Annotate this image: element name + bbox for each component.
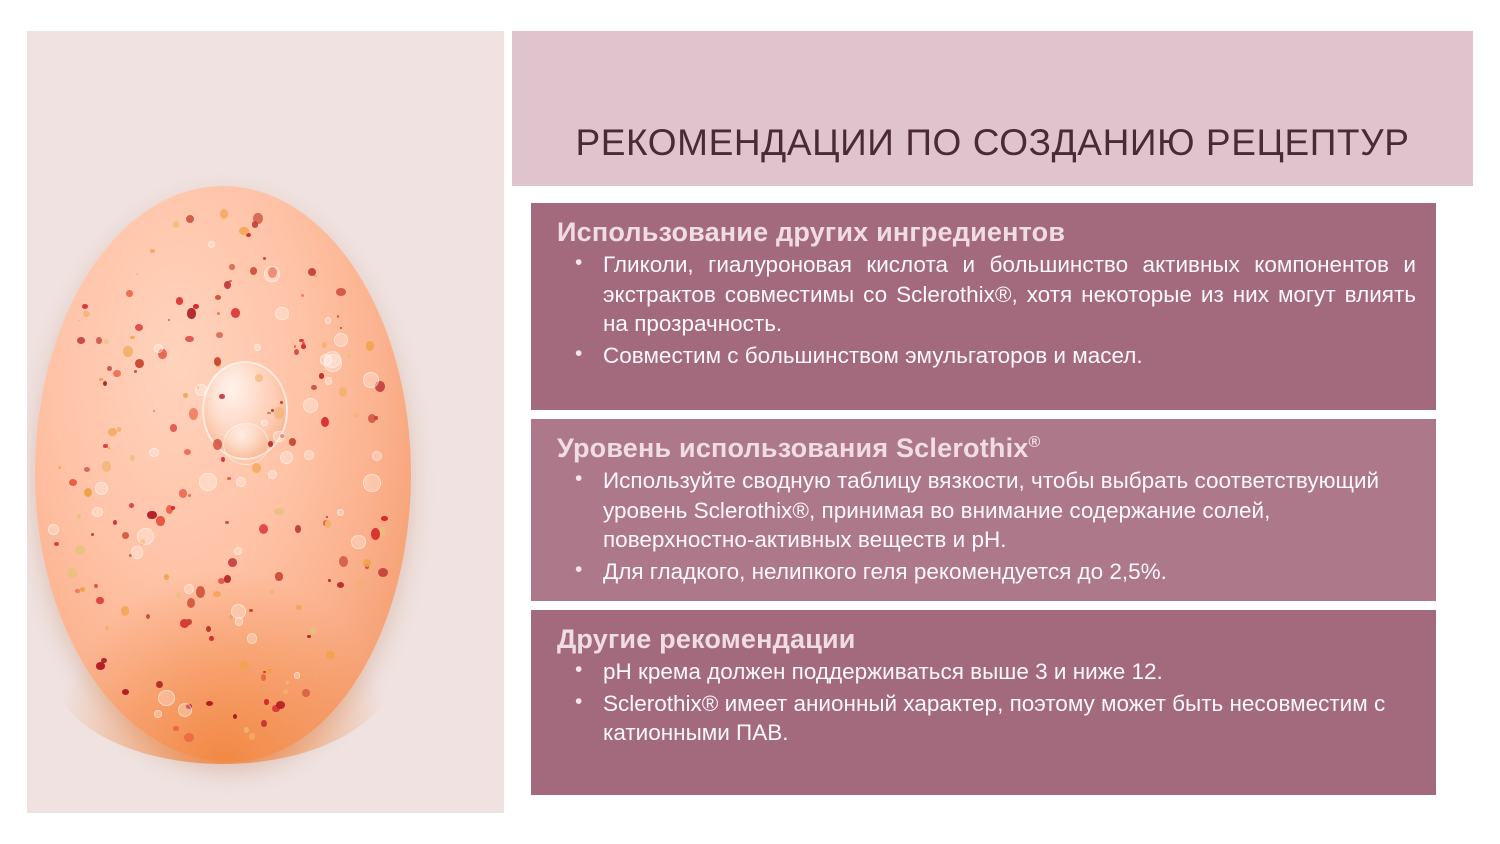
gel-microbubble — [351, 535, 365, 549]
gel-speck — [187, 308, 195, 318]
gel-speck — [121, 606, 129, 616]
gel-speck — [75, 589, 79, 594]
gel-microbubble — [247, 633, 257, 643]
gel-speck — [187, 598, 195, 608]
registered-mark: ® — [1028, 434, 1041, 451]
gel-speck — [183, 393, 188, 398]
gel-speck — [69, 479, 77, 486]
gel-speck — [321, 417, 329, 427]
gel-speck — [185, 336, 194, 343]
gel-speck — [340, 327, 342, 329]
section-bullet-list — [557, 466, 1416, 587]
gel-speck — [117, 427, 122, 431]
gel-speck — [206, 701, 213, 706]
section-bullet-list — [557, 250, 1416, 371]
gel-speck — [96, 337, 102, 344]
section-card-other-recommendations — [531, 610, 1436, 795]
gel-microbubble — [372, 451, 382, 461]
gel-speck — [150, 249, 155, 253]
gel-microbubble — [268, 470, 277, 479]
gel-speck — [253, 213, 263, 224]
gel-speck — [170, 424, 177, 431]
gel-speck — [283, 689, 287, 694]
list-item: • Для гладкого, нелипкого геля рекомендуется до 2,5%. — [557, 557, 1416, 587]
gel-speck — [113, 370, 121, 377]
gel-speck — [252, 463, 262, 473]
gel-speck — [173, 221, 179, 228]
gel-speck — [225, 521, 229, 524]
gel-microbubble — [261, 420, 267, 426]
gel-speck — [267, 412, 271, 415]
gel-speck — [381, 516, 387, 521]
gel-speck — [259, 524, 268, 534]
gel-speck — [264, 699, 268, 704]
gel-speck — [378, 568, 388, 577]
gel-speck — [67, 568, 77, 579]
section-bullet-list — [557, 657, 1416, 748]
gel-speck — [135, 359, 144, 368]
gel-speck — [213, 439, 222, 450]
gel-speck — [186, 215, 194, 223]
gel-speck — [213, 591, 221, 597]
gel-microbubble — [325, 377, 333, 385]
gel-speck — [82, 304, 88, 309]
gel-microbubble — [254, 344, 261, 351]
gel-microbubble — [294, 672, 300, 678]
gel-speck — [206, 626, 211, 632]
gel-speck — [94, 584, 98, 588]
gel-speck — [255, 374, 263, 381]
gel-speck — [77, 337, 85, 344]
list-item: • Sclerothix® имеет анионный характер, поэтому может быть несовместим с катионными ПАВ. — [557, 689, 1416, 748]
gel-speck — [354, 413, 359, 417]
section-heading-label: Уровень использования Sclerothix — [557, 433, 1029, 463]
gel-speck — [179, 489, 187, 497]
gel-speck — [108, 428, 117, 436]
gel-speck — [239, 227, 249, 234]
gel-microbubble — [363, 474, 381, 492]
section-card-usage-level — [531, 419, 1436, 601]
gel-speck — [244, 727, 249, 733]
gel-speck — [276, 701, 285, 709]
gel-speck — [301, 344, 306, 348]
gel-speck — [126, 290, 132, 297]
gel-speck — [156, 516, 164, 525]
gel-speck — [189, 408, 198, 419]
gel-speck — [296, 605, 302, 610]
gel-microbubble — [199, 473, 216, 490]
gel-speck — [84, 467, 90, 472]
gel-speck — [96, 597, 104, 605]
gel-microbubble — [184, 584, 194, 594]
gel-speck — [302, 689, 309, 697]
gel-speck — [176, 297, 184, 305]
gel-microbubble — [195, 384, 207, 396]
gel-speck — [357, 580, 363, 586]
gel-microbubble — [264, 266, 279, 281]
gel-speck — [99, 378, 103, 381]
gel-speck — [218, 578, 225, 584]
gel-speck — [216, 332, 223, 337]
gel-speck — [75, 545, 84, 556]
gel-speck — [219, 394, 224, 400]
gel-microbubble — [363, 372, 378, 387]
list-item: • Совместим с большинством эмульгаторов и масел. — [557, 341, 1416, 371]
gel-speck — [302, 342, 305, 344]
gel-speck — [233, 714, 237, 719]
gel-speck — [374, 416, 377, 420]
gel-speck — [261, 674, 267, 681]
gel-speck — [103, 339, 108, 344]
gel-speck — [186, 619, 192, 625]
gel-speck — [301, 294, 304, 297]
gel-speck — [129, 503, 134, 508]
gel-blob-shape — [35, 186, 411, 762]
gel-speck — [270, 590, 274, 594]
list-item: • Используйте сводную таблицу вязкости, чтобы выбрать соответствующий уровень Sclerothix®, принимая во внимание содержание солей, поверхностно-активных веществ и pH. — [557, 466, 1416, 555]
gel-speck — [54, 542, 59, 546]
gel-microbubble — [273, 431, 285, 443]
list-item: • pH крема должен поддерживаться выше 3 и ниже 12. — [557, 657, 1416, 687]
gel-microbubble — [325, 317, 331, 323]
gel-microbubble — [154, 710, 162, 718]
gel-speck — [156, 681, 163, 688]
gel-speck — [266, 669, 272, 674]
gel-speck — [147, 511, 156, 519]
gel-microbubble — [137, 528, 154, 545]
gel-microbubble — [280, 451, 293, 464]
gel-microbubble — [149, 448, 158, 457]
gel-speck — [58, 466, 61, 469]
gel-microbubble — [275, 307, 289, 321]
gel-microbubble — [154, 344, 163, 353]
gel-speck — [274, 407, 284, 419]
gel-speck — [231, 308, 240, 318]
gel-microbubble — [95, 482, 108, 495]
gel-speck — [326, 651, 335, 658]
gel-speck — [268, 441, 273, 446]
gel-speck — [347, 353, 351, 358]
section-card-ingredients — [531, 203, 1436, 410]
title-band — [512, 31, 1473, 186]
gel-speck — [146, 614, 150, 619]
section-heading — [557, 433, 1416, 464]
section-heading: Использование других ингредиентов — [557, 217, 1066, 247]
gel-drop-photo — [27, 31, 504, 813]
gel-speck — [325, 520, 331, 528]
gel-microbubble — [236, 477, 246, 487]
gel-speck — [289, 438, 296, 446]
bubble-small-icon — [223, 423, 269, 465]
gel-microbubble — [158, 690, 174, 706]
gel-microbubble — [235, 617, 244, 626]
page-title: РЕКОМЕНДАЦИИ ПО СОЗДАНИЮ РЕЦЕПТУР — [575, 122, 1410, 164]
gel-speck — [102, 461, 112, 472]
gel-speck — [239, 661, 249, 671]
section-heading: Другие рекомендации — [557, 624, 856, 654]
gel-speck — [91, 533, 94, 536]
gel-speck — [184, 449, 191, 455]
list-item: • Гликоли, гиалуроновая кислота и большинство активных компонентов и экстрактов совместимы со Sclerothix®, хотя некоторые из них могут влиять на прозрачность. — [557, 250, 1416, 339]
gel-speck — [250, 267, 258, 275]
gel-speck — [322, 342, 327, 348]
gel-speck — [122, 532, 128, 539]
